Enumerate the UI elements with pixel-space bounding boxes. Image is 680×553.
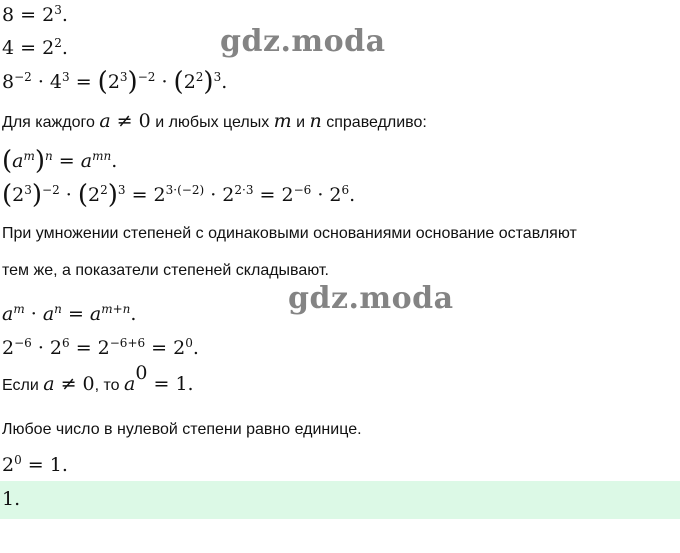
equation-final: $2^0 = 1$. bbox=[2, 452, 68, 476]
if-text: Если bbox=[2, 377, 39, 394]
watermark-top: gdz.moda bbox=[220, 24, 386, 59]
zero-power-rule: Любое число в нулевой степени равно единице. bbox=[2, 421, 362, 438]
equation-four: $4 = 2^2$. bbox=[2, 35, 68, 59]
watermark-middle: gdz.moda bbox=[288, 281, 454, 316]
rule-intro-and: и bbox=[296, 114, 306, 131]
equation-exponent-sum: $2^{-6} \cdot 2^6 = 2^{-6+6} = 2^0$. bbox=[2, 335, 199, 359]
var-m: m bbox=[273, 110, 292, 132]
then-text: , то bbox=[94, 377, 120, 394]
rule-intro-mid: и любых целых bbox=[155, 114, 270, 131]
multiply-rule-line-2: тем же, а показатели степеней складывают. bbox=[2, 262, 329, 279]
answer-value: 1. bbox=[2, 488, 21, 510]
equation-substitution: $8^{-2} \cdot 4^3 = (2^3)^{-2} \cdot (2^2)^3$. bbox=[2, 67, 228, 97]
rule-intro: Для каждого a ≠ 0 и любых целых m и n справедливо: bbox=[2, 110, 427, 132]
equation-power-simplify: $(2^3)^{-2} \cdot (2^2)^3 = 2^{3\cdot(-2)} \cdot 2^{2\cdot 3} = 2^{-6} \cdot 2^6$. bbox=[2, 180, 356, 210]
var-n: n bbox=[309, 110, 322, 132]
answer-box bbox=[0, 481, 680, 519]
multiply-rule-line-1: При умножении степеней с одинаковыми основаниями основание оставляют bbox=[2, 225, 577, 242]
equation-eight: $8 = 2^3$. bbox=[2, 2, 68, 26]
rule-intro-after: справедливо: bbox=[326, 114, 427, 131]
power-of-power-rule: $(a^m)^n = a^{mn}$. bbox=[2, 146, 118, 176]
rule-intro-before: Для каждого bbox=[2, 114, 95, 131]
condition-a-not-zero: a bbox=[99, 110, 111, 132]
zero-exponent-condition: Если a ≠ 0, то $a^0 = 1$. bbox=[2, 361, 194, 395]
multiply-rule-formula: $a^m \cdot a^n = a^{m+n}$. bbox=[2, 301, 137, 325]
